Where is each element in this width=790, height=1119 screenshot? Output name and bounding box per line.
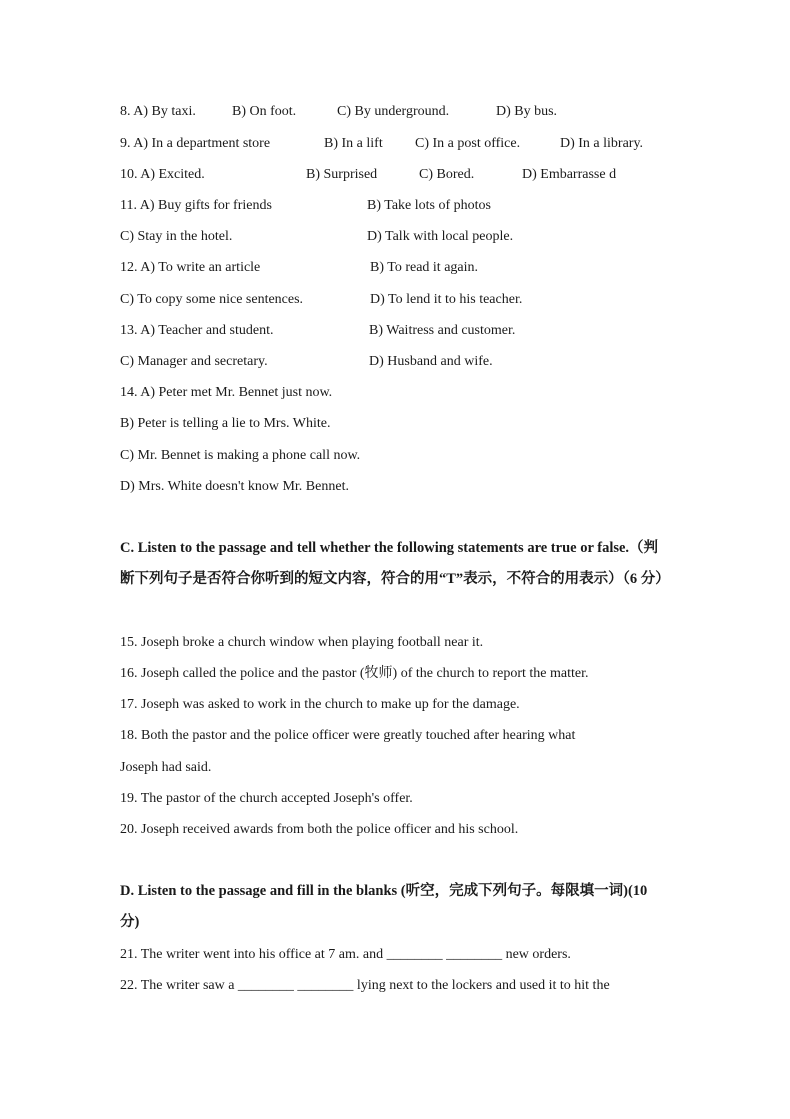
statement-18: 18. Both the pastor and the police officer were greatly touched after hearing what — [120, 728, 576, 743]
q12-option-c: C) To copy some nice sentences. — [120, 292, 304, 307]
q8-option-b: B) On foot. — [232, 104, 297, 119]
q12-option-d: D) To lend it to his teacher. — [370, 292, 523, 307]
question-9 — [120, 135, 680, 153]
blank-21: 21. The writer went into his office at 7 am. and ________ ________ new orders. — [120, 947, 571, 962]
q13-option-b: B) Waitress and customer. — [369, 323, 516, 338]
question-13-row-2 — [120, 353, 680, 371]
question-12-row-1 — [120, 259, 680, 277]
blank-22: 22. The writer saw a ________ ________ lying next to the lockers and used it to hit the — [120, 978, 610, 993]
q13-option-a: 13. A) Teacher and student. — [120, 323, 274, 338]
q9-option-b: B) In a lift — [324, 136, 383, 151]
section-c-heading: C. Listen to the passage and tell whether the following statements are true or false.（判断下列句子是否符合你听到的短文内容，符合的用“T”表示，不符合的用表示）（6 分） — [120, 540, 670, 587]
q11-option-a: 11. A) Buy gifts for friends — [120, 198, 272, 213]
q14-option-c: C) Mr. Bennet is making a phone call now. — [120, 448, 361, 463]
q14-option-b: B) Peter is telling a lie to Mrs. White. — [120, 416, 331, 431]
q10-option-a: 10. A) Excited. — [120, 167, 205, 182]
section-d-heading: D. Listen to the passage and fill in the blanks (听空，完成下列句子。每限填一词)(10 分) — [120, 883, 648, 930]
q8-option-c: C) By underground. — [337, 104, 450, 119]
question-8 — [120, 103, 680, 121]
question-12-row-2 — [120, 291, 680, 309]
q14-option-d: D) Mrs. White doesn't know Mr. Bennet. — [120, 479, 349, 494]
q14-option-a: 14. A) Peter met Mr. Bennet just now. — [120, 385, 333, 400]
q8-option-d: D) By bus. — [496, 104, 558, 119]
q13-option-d: D) Husband and wife. — [369, 354, 493, 369]
question-13-row-1 — [120, 322, 680, 340]
q13-option-c: C) Manager and secretary. — [120, 354, 268, 369]
q10-option-b: B) Surprised — [306, 167, 378, 182]
q10-option-d: D) Embarrasse d — [522, 167, 617, 182]
q9-option-a: 9. A) In a department store — [120, 136, 271, 151]
statement-17: 17. Joseph was asked to work in the church to make up for the damage. — [120, 697, 520, 712]
q11-option-c: C) Stay in the hotel. — [120, 229, 233, 244]
q11-option-d: D) Talk with local people. — [367, 229, 514, 244]
statement-16: 16. Joseph called the police and the pastor (牧师) of the church to report the matter. — [120, 666, 589, 681]
q10-option-c: C) Bored. — [419, 167, 475, 182]
question-11-row-2 — [120, 228, 680, 246]
statement-18-continued: Joseph had said. — [120, 760, 212, 775]
q12-option-a: 12. A) To write an article — [120, 260, 261, 275]
q12-option-b: B) To read it again. — [370, 260, 479, 275]
statement-20: 20. Joseph received awards from both the police officer and his school. — [120, 822, 519, 837]
question-11-row-1 — [120, 197, 680, 215]
q9-option-c: C) In a post office. — [415, 136, 521, 151]
statement-19: 19. The pastor of the church accepted Joseph's offer. — [120, 791, 413, 806]
q9-option-d: D) In a library. — [560, 136, 644, 151]
q8-option-a: 8. A) By taxi. — [120, 104, 196, 119]
question-10 — [120, 166, 680, 184]
q11-option-b: B) Take lots of photos — [367, 198, 491, 213]
statement-15: 15. Joseph broke a church window when playing football near it. — [120, 635, 484, 650]
